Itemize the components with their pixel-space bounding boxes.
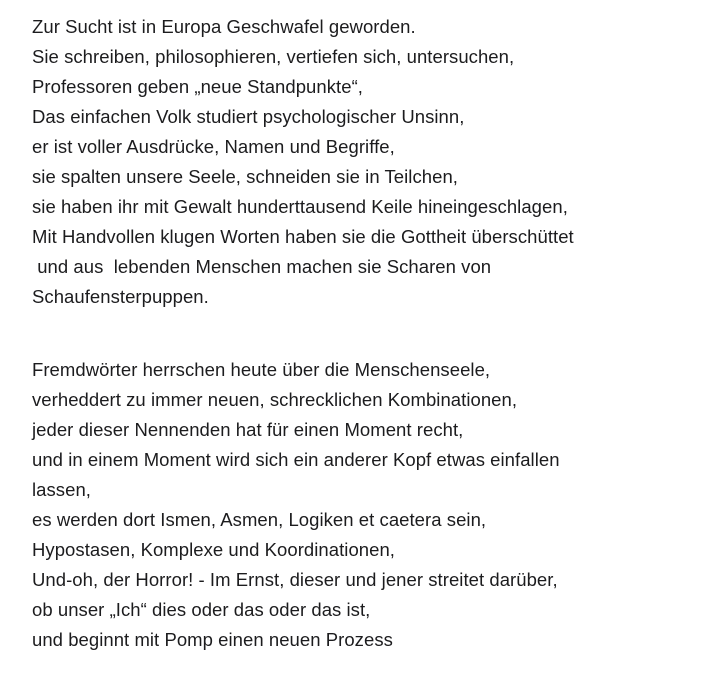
stanza-2 [32, 355, 697, 655]
poem-line: sie spalten unsere Seele, schneiden sie in Teilchen, [32, 166, 458, 187]
poem-line: er ist voller Ausdrücke, Namen und Begriffe, [32, 136, 395, 157]
poem-line: Sie schreiben, philosophieren, vertiefen sich, untersuchen, [32, 46, 515, 67]
poem-line: Zur Sucht ist in Europa Geschwafel geworden. [32, 16, 416, 37]
stanza-1 [32, 12, 697, 312]
poem-line: es werden dort Ismen, Asmen, Logiken et caetera sein, [32, 509, 487, 530]
poem-line: lassen, [32, 479, 91, 500]
poem-line: sie haben ihr mit Gewalt hunderttausend Keile hineingeschlagen, [32, 196, 568, 217]
poem-document [32, 12, 697, 655]
poem-line: Mit Handvollen klugen Worten haben sie die Gottheit überschüttet [32, 226, 574, 247]
poem-line: Das einfachen Volk studiert psychologischer Unsinn, [32, 106, 465, 127]
poem-line: Fremdwörter herrschen heute über die Menschenseele, [32, 359, 491, 380]
poem-line: ob unser „Ich“ dies oder das oder das ist, [32, 599, 371, 620]
poem-line: jeder dieser Nennenden hat für einen Moment recht, [32, 419, 464, 440]
poem-line: Schaufensterpuppen. [32, 286, 209, 307]
poem-line: Professoren geben „neue Standpunkte“, [32, 76, 363, 97]
poem-line: und in einem Moment wird sich ein anderer Kopf etwas einfallen [32, 449, 560, 470]
poem-line: und aus lebenden Menschen machen sie Scharen von [32, 256, 492, 277]
poem-line: Und-oh, der Horror! - Im Ernst, dieser und jener streitet darüber, [32, 569, 558, 590]
poem-line: verheddert zu immer neuen, schrecklichen Kombinationen, [32, 389, 518, 410]
poem-line: und beginnt mit Pomp einen neuen Prozess [32, 629, 393, 650]
poem-line: Hypostasen, Komplexe und Koordinationen, [32, 539, 395, 560]
